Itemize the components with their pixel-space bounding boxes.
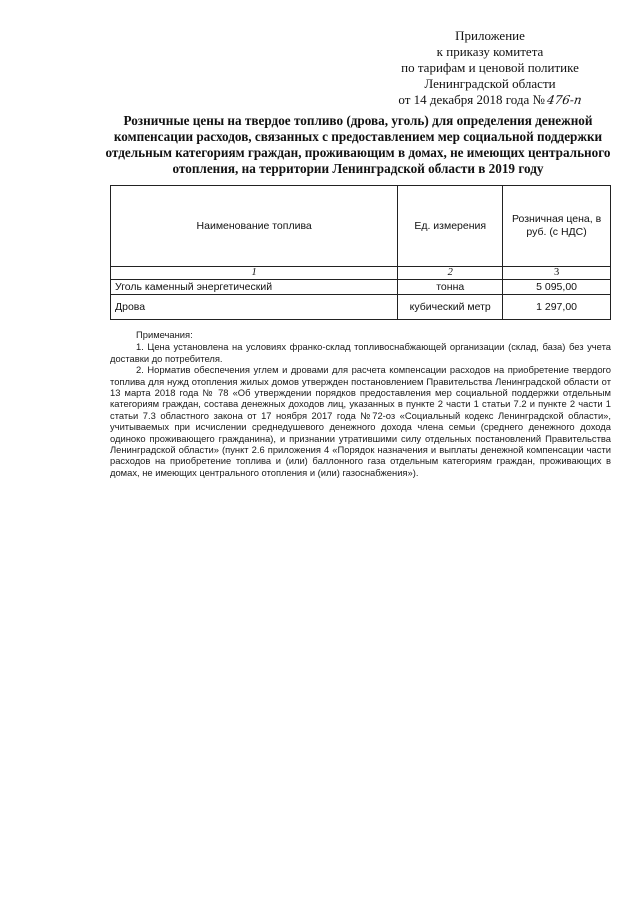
- unit-cell: кубический метр: [398, 295, 503, 320]
- price-cell: 1 297,00: [503, 295, 611, 320]
- fuel-name-cell: Дрова: [111, 295, 398, 320]
- notes-section: [110, 329, 611, 478]
- table-row: [111, 280, 611, 295]
- column-index: 3: [503, 267, 611, 280]
- appendix-region: Ленинградской области: [424, 76, 556, 91]
- price-table: [110, 185, 611, 320]
- appendix-date-line: [370, 92, 610, 108]
- table-index-row: [111, 267, 611, 280]
- column-index: 2: [398, 267, 503, 280]
- column-index: 1: [111, 267, 398, 280]
- appendix-header: [370, 28, 610, 108]
- appendix-order-ref: к приказу комитета: [436, 44, 544, 59]
- header-fuel-name: Наименование топлива: [111, 186, 398, 267]
- fuel-name-cell: Уголь каменный энергетический: [111, 280, 398, 295]
- appendix-committee: по тарифам и ценовой политике: [401, 60, 579, 75]
- note-item: 2. Норматив обеспечения углем и дровами для расчета компенсации расходов на приобретение твердого топлива для нужд отопления жилых домов утвержден постановлением Правительства Ленинградской области от 13 марта 2018 года № 78 «Об утверждении порядков предоставления мер социальной поддержки отдельным категориям граждан, состава денежных доходов лиц, указанных в пункте 2 части 1 статьи 7.2 и пункте 2 части 1 статьи 7.3 областного закона от 17 ноября 2017 года №72-оз «Социальный кодекс Ленинградской области», учитываемых при исчислении среднедушевого денежного дохода члена семьи (среднего денежного дохода одиноко проживающего гражданина), и признании утратившими силу отдельных постановлений Правительства Ленинградской области» (пункт 2.6 приложения 4 «Порядок назначения и выплаты денежной компенсации части расходов на приобретение топлива и (или) баллонного газа отдельным категориям граждан, проживающих в домах, не имеющих центрального отопления и (или) газоснабжения»).: [110, 364, 611, 478]
- note-item: 1. Цена установлена на условиях франко-склад топливоснабжающей организации (склад, база) без учета доставки до потребителя.: [110, 341, 611, 364]
- handwritten-order-number: 476-п: [545, 93, 583, 107]
- appendix-date: от 14 декабря 2018 года №: [398, 92, 545, 107]
- appendix-label: Приложение: [455, 28, 525, 43]
- header-price: Розничная цена, в руб. (с НДС): [503, 186, 611, 267]
- document-title: Розничные цены на твердое топливо (дрова, уголь) для определения денежной компенсации расходов, связанных с предоставлением мер социальной поддержки отдельным категориям граждан, проживающим в домах, не имеющих центрального отопления, на территории Ленинградской области в 2019 году: [105, 113, 611, 176]
- unit-cell: тонна: [398, 280, 503, 295]
- header-unit: Ед. измерения: [398, 186, 503, 267]
- table-header-row: [111, 186, 611, 267]
- table-row: [111, 295, 611, 320]
- price-cell: 5 095,00: [503, 280, 611, 295]
- notes-heading: Примечания:: [136, 329, 193, 340]
